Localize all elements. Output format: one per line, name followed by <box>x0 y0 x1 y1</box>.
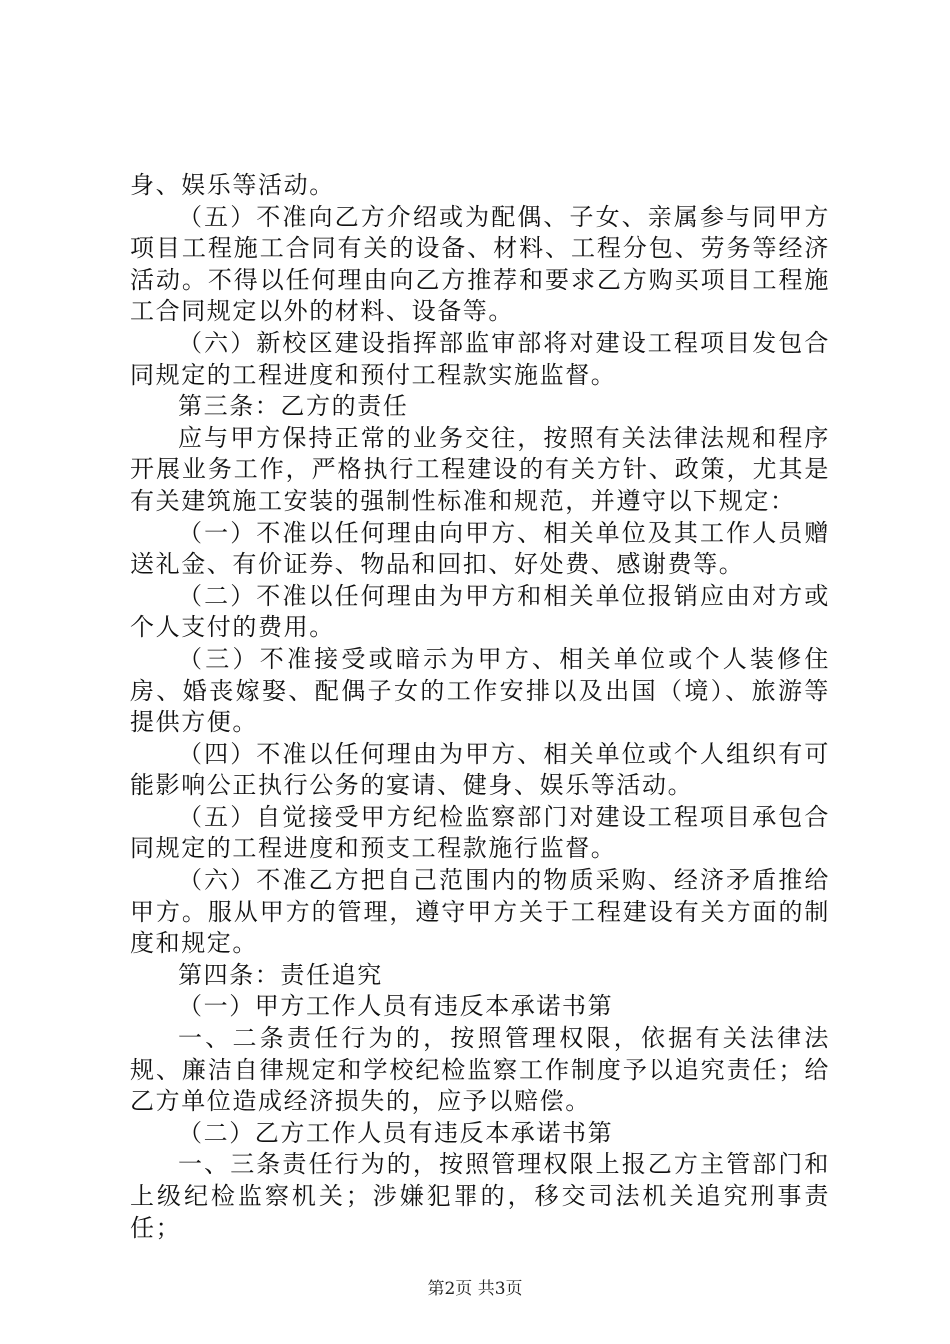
paragraph: （六）不准乙方把自己范围内的物质采购、经济矛盾推给甲方。服从甲方的管理，遵守甲方关于工程建设有关方面的制度和规定。 <box>130 866 830 958</box>
paragraph: （四）不准以任何理由为甲方、相关单位或个人组织有可能影响公正执行公务的宴请、健身、娱乐等活动。 <box>130 739 830 800</box>
paragraph: 身、娱乐等活动。 <box>130 171 335 199</box>
paragraph: 应与甲方保持正常的业务交往，按照有关法律法规和程序开展业务工作，严格执行工程建设的有关方针、政策，尤其是有关建筑施工安装的强制性标准和规范，并遵守以下规定： <box>130 423 830 515</box>
paragraph: 第四条：责任追究 <box>178 960 383 989</box>
paragraph: 一、三条责任行为的，按照管理权限上报乙方主管部门和上级纪检监察机关；涉嫌犯罪的，移交司法机关追究刑事责任； <box>130 1150 830 1242</box>
page-footer: 第2页 共3页 <box>427 1279 523 1299</box>
document-body <box>130 170 830 1244</box>
paragraph: （一）不准以任何理由向甲方、相关单位及其工作人员赠送礼金、有价证券、物品和回扣、好处费、感谢费等。 <box>130 518 830 579</box>
paragraph: （二）不准以任何理由为甲方和相关单位报销应由对方或个人支付的费用。 <box>130 581 830 642</box>
paragraph: 一、二条责任行为的，按照管理权限，依据有关法律法规、廉洁自律规定和学校纪检监察工作制度予以追究责任；给乙方单位造成经济损失的，应予以赔偿。 <box>130 1024 830 1116</box>
paragraph: （一）甲方工作人员有违反本承诺书第 <box>178 992 614 1021</box>
paragraph: （五）自觉接受甲方纪检监察部门对建设工程项目承包合同规定的工程进度和预支工程款施行监督。 <box>130 802 830 863</box>
paragraph: （六）新校区建设指挥部监审部将对建设工程项目发包合同规定的工程进度和预付工程款实施监督。 <box>130 328 830 389</box>
paragraph: 第三条：乙方的责任 <box>178 392 409 421</box>
paragraph: （二）乙方工作人员有违反本承诺书第 <box>178 1118 614 1147</box>
paragraph: （五）不准向乙方介绍或为配偶、子女、亲属参与同甲方项目工程施工合同有关的设备、材料、工程分包、劳务等经济活动。不得以任何理由向乙方推荐和要求乙方购买项目工程施工合同规定以外的材料、设备等。 <box>130 202 830 326</box>
paragraph: （三）不准接受或暗示为甲方、相关单位或个人装修住房、婚丧嫁娶、配偶子女的工作安排以及出国（境）、旅游等提供方便。 <box>130 644 830 737</box>
